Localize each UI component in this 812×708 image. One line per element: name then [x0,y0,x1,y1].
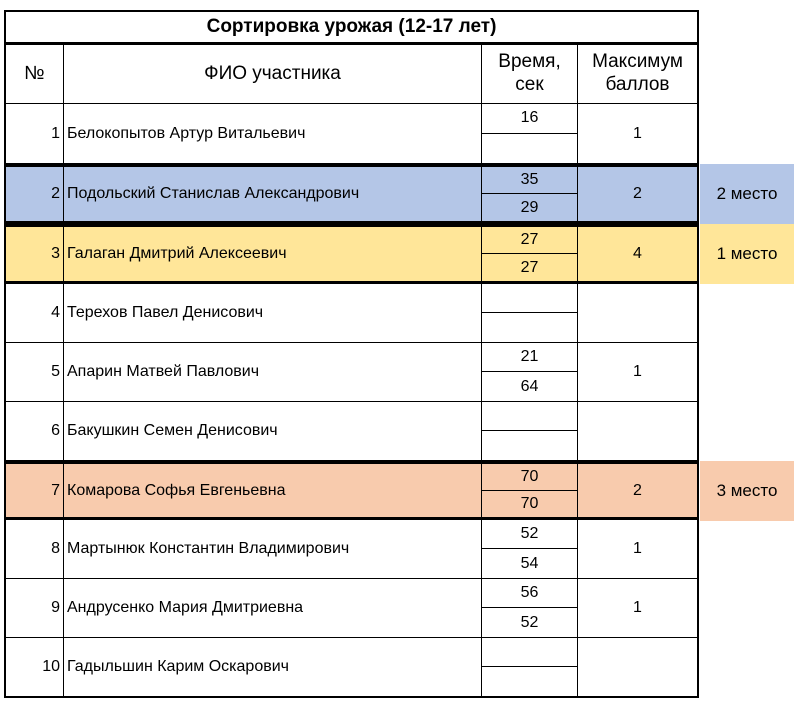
row-number: 9 [4,579,64,637]
row-number: 3 [4,227,64,281]
time-attempt-2: 27 [520,258,539,276]
header-max-score [577,44,699,104]
time-attempt-2 [482,134,577,164]
participant-name: Апарин Матвей Павлович [64,343,482,401]
time-attempt-1: 35 [482,167,577,194]
time-attempt-2: 64 [520,377,539,395]
header-time-line1: Время, [498,51,561,73]
max-score: 2 [578,167,699,221]
table-row [4,284,699,343]
table-row [4,520,699,579]
time-attempt-2: 52 [520,613,539,631]
time-attempt-2 [482,313,577,342]
table-row [4,104,699,164]
time-attempt-1 [482,638,577,667]
time-attempt-1: 52 [482,520,577,549]
time-cells [482,343,578,401]
place-badge: 3 место [700,461,794,521]
participant-name: Галаган Дмитрий Алексеевич [64,227,482,281]
time-attempt-1: 27 [482,227,577,254]
table-row [4,343,699,402]
table-row [4,461,699,520]
header-time-line2: сек [515,74,544,95]
header-name-label: ФИО участника [204,62,341,84]
place-badge: 1 место [700,224,794,284]
header-max-line2: баллов [605,74,670,95]
row-number: 1 [4,104,64,163]
place-badge: 2 место [700,164,794,224]
time-cells [482,464,578,517]
participant-name: Терехов Павел Денисович [64,284,482,342]
time-attempt-2: 29 [520,198,539,216]
table-row [4,638,699,698]
max-score: 2 [578,464,699,517]
participant-name: Гадыльшин Карим Оскарович [64,638,482,696]
max-score: 1 [578,104,699,163]
time-attempt-1: 56 [482,579,577,608]
max-score [578,402,699,460]
time-cells [482,638,578,696]
max-score [578,638,699,696]
time-cells [482,520,578,578]
participant-name: Белокопытов Артур Витальевич [64,104,482,163]
max-score: 4 [578,227,699,281]
time-cells [482,402,578,460]
header-name [63,44,482,104]
time-attempt-2: 70 [520,494,539,512]
row-number: 2 [4,167,64,221]
max-score: 1 [578,579,699,637]
max-score: 1 [578,520,699,578]
row-number: 5 [4,343,64,401]
table-row [4,579,699,638]
time-cells [482,104,578,163]
participant-name: Андрусенко Мария Дмитриевна [64,579,482,637]
row-number: 6 [4,402,64,460]
table-row [4,164,699,224]
time-attempt-2 [482,667,577,696]
row-number: 8 [4,520,64,578]
row-number: 4 [4,284,64,342]
time-cells [482,579,578,637]
time-attempt-1: 21 [482,343,577,372]
time-attempt-1: 70 [482,464,577,491]
time-cells [482,227,578,281]
header-time [481,44,578,104]
time-attempt-1 [482,402,577,431]
participant-name: Подольский Станислав Александрович [64,167,482,221]
header-number-label: № [24,62,45,84]
max-score [578,284,699,342]
table-title: Сортировка урожая (12-17 лет) [4,10,699,44]
header-max-line1: Максимум [592,51,683,73]
time-cells [482,167,578,221]
time-attempt-1: 16 [482,104,577,134]
participant-name: Комарова Софья Евгеньевна [64,464,482,517]
time-attempt-1 [482,284,577,313]
time-cells [482,284,578,342]
participant-name: Бакушкин Семен Денисович [64,402,482,460]
table-row [4,402,699,461]
row-number: 10 [4,638,64,696]
participant-name: Мартынюк Константин Владимирович [64,520,482,578]
header-number [4,44,64,104]
time-attempt-2: 54 [520,554,539,572]
table-row [4,224,699,284]
time-attempt-2 [482,431,577,460]
row-number: 7 [4,464,64,517]
max-score: 1 [578,343,699,401]
